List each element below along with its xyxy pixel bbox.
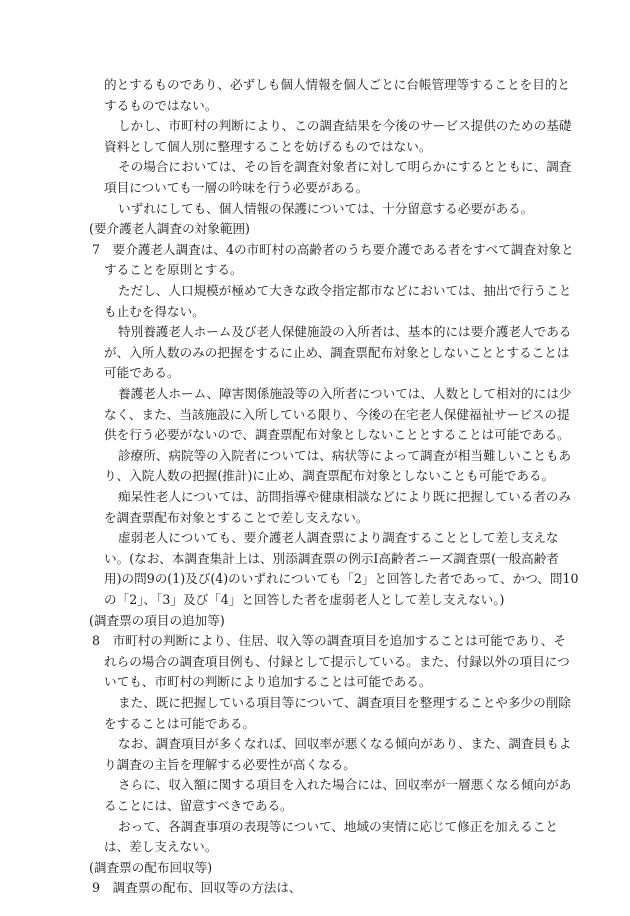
text-line: れらの場合の調査項目例も、付録として提示している。また、付録以外の項目につ — [104, 653, 570, 669]
text-line: の「2」、「3」及び「4」と回答した者を虚弱老人として差し支えない。) — [104, 592, 505, 607]
text-line: 痴呆性老人については、訪問指導や健康相談などにより既に把握している者のみ — [118, 489, 572, 504]
text-line: また、既に把握している項目等について、調査項目を整理することや多少の削除 — [118, 695, 571, 710]
text-line: は、差し支えない。 — [104, 839, 218, 855]
text-line: をすることは可能である。 — [104, 715, 256, 731]
text-line: 養護老人ホーム、障害関係施設等の入所者については、人数として相対的には少 — [118, 386, 572, 401]
text-line: 可能である。 — [104, 365, 180, 381]
text-line: 用)の問9の(1)及び(4)のいずれについても「2」と回答した者であって、かつ、問10 — [104, 571, 579, 587]
text-line: 9 調査票の配布、回収等の方法は、 — [92, 880, 302, 896]
text-line: 的とするものであり、必ずしも個人情報を個人ごとに台帳管理等することを目的と — [104, 77, 570, 92]
text-line: 虚弱老人についても、要介護老人調査票により調査することとして差し支えな — [118, 530, 559, 546]
text-line: い。(なお、本調査集計上は、別添調査票の例示Ⅰ高齢者ニーズ調査票(一般高齢者 — [104, 550, 559, 566]
text-line: を調査票配布対象とすることで差し支えない。 — [104, 509, 369, 525]
text-line: 診療所、病院等の入院者については、病状等によって調査が相当難しいこともあ — [118, 447, 572, 463]
text-line: いても、市町村の判断により追加することは可能である。 — [104, 674, 432, 690]
text-line: 7 要介護老人調査は、4の市町村の高齢者のうち要介護である者をすべて調査対象と — [92, 241, 574, 257]
text-line: さらに、収入額に関する項目を入れた場合には、回収率が一層悪くなる傾向があ — [118, 777, 572, 793]
text-line: 資料として個人別に整理することを妨げるものではない。 — [104, 138, 432, 154]
text-line: 項目についても一層の吟味を行う必要がある。 — [104, 180, 369, 195]
text-line: おって、各調査事項の表現等について、地域の実情に応じて修正を加えること — [118, 818, 559, 834]
section-heading: (調査票の配布回収等) — [89, 859, 213, 875]
text-line: り調査の主旨を理解する必要性が高くなる。 — [104, 756, 356, 772]
text-line: するものではない。 — [104, 97, 218, 113]
text-line: も止むを得ない。 — [104, 303, 205, 319]
text-line: しかし、市町村の判断により、この調査結果を今後のサービス提供のための基礎 — [118, 118, 572, 134]
text-line: ただし、人口規模が極めて大きな政令指定都市などにおいては、抽出で行うこと — [118, 283, 572, 298]
section-heading: (調査票の項目の追加等) — [89, 612, 225, 628]
text-line: いずれにしても、個人情報の保護については、十分留意する必要がある。 — [118, 200, 534, 216]
text-line: 供を行う必要がないので、調査票配布対象としないこととすることは可能である。 — [104, 427, 570, 443]
text-line: その場合においては、その旨を調査対象者に対して明らかにするとともに、調査 — [118, 159, 572, 175]
section-heading: (要介護老人調査の対象範囲) — [89, 221, 250, 237]
text-line: が、入所人数のみの把握をするに止め、調査票配布対象としないこととすることは — [104, 344, 570, 360]
text-line: なく、また、当該施設に入所している限り、今後の在宅老人保健福祉サービスの提 — [104, 406, 570, 422]
text-line: 8 市町村の判断により、住居、収入等の調査項目を追加することは可能であり、そ — [92, 633, 566, 649]
text-line: することを原則とする。 — [104, 262, 243, 278]
text-line: ることには、留意すべきである。 — [104, 798, 293, 813]
text-line: 特別養護老人ホーム及び老人保健施設の入所者は、基本的には要介護老人である — [118, 324, 572, 340]
text-line: なお、調査項目が多くなれば、回収率が悪くなる傾向があり、また、調査員もよ — [118, 736, 572, 752]
text-line: り、入院人数の把握(推計)に止め、調査票配布対象としないことも可能である。 — [104, 468, 555, 484]
